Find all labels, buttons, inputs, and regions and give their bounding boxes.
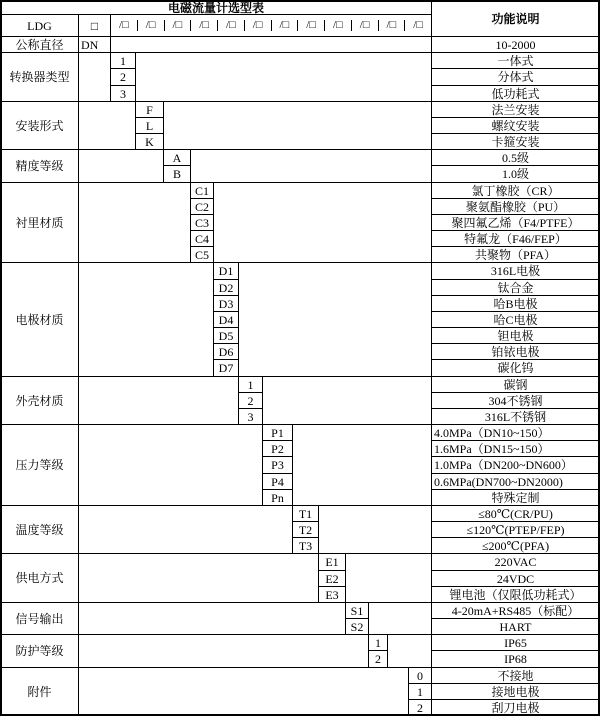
code-cell-electrode-material-D3: D3 [213, 295, 239, 312]
desc-cell-electrode-material-1: 钛合金 [431, 279, 600, 296]
code-cell-pressure-rating-P2: P2 [262, 440, 293, 457]
code-cell-signal-output-S2: S2 [345, 618, 369, 635]
code-cell-accuracy-grade-A: A [163, 149, 191, 166]
model-prefix: LDG [0, 14, 79, 37]
empty-cell [368, 602, 432, 635]
empty-cell [78, 262, 214, 377]
desc-cell-pressure-rating-2: 1.0MPa（DN200~DN600） [431, 456, 600, 474]
empty-cell [78, 182, 191, 263]
empty-cell [135, 52, 432, 102]
code-cell-lining-material-C5: C5 [190, 246, 214, 263]
model-code-box: □ [78, 14, 111, 37]
code-cell-electrode-material-D4: D4 [213, 311, 239, 328]
desc-cell-signal-output-0: 4-20mA+RS485（标配） [431, 602, 600, 619]
empty-cell [190, 149, 432, 183]
desc-cell-accessories-0: 不接地 [431, 667, 600, 684]
category-label-electrode-material: 电极材质 [0, 262, 79, 377]
desc-cell-electrode-material-3: 哈C电极 [431, 311, 600, 328]
desc-cell-mounting-type-2: 卡箍安装 [431, 133, 600, 150]
code-cell-housing-material-3: 3 [238, 408, 263, 425]
empty-cell [387, 634, 432, 668]
desc-cell-lining-material-4: 共聚物（PFA） [431, 246, 600, 263]
model-slot-row [110, 14, 432, 37]
model-slot-box: /□ [352, 20, 379, 31]
code-cell-electrode-material-D7: D7 [213, 359, 239, 377]
desc-cell-converter-type-1: 分体式 [431, 68, 600, 86]
model-slot-box: /□ [298, 20, 325, 31]
code-cell-temperature-rating-T2: T2 [292, 521, 319, 538]
code-cell-pressure-rating-P3: P3 [262, 456, 293, 474]
desc-cell-housing-material-2: 316L不锈钢 [431, 408, 600, 425]
code-cell-temperature-rating-T3: T3 [292, 537, 319, 554]
empty-cell [78, 424, 263, 506]
code-cell-converter-type-2: 2 [110, 68, 136, 86]
desc-cell-pressure-rating-4: 特殊定制 [431, 489, 600, 506]
code-cell-pressure-rating-P1: P1 [262, 424, 293, 441]
desc-cell-signal-output-1: HART [431, 618, 600, 635]
code-cell-temperature-rating-T1: T1 [292, 505, 319, 522]
empty-cell [262, 376, 432, 425]
empty-cell [78, 602, 346, 635]
desc-cell-converter-type-0: 一体式 [431, 52, 600, 69]
desc-cell-lining-material-2: 聚四氟乙烯（F4/PTFE） [431, 214, 600, 231]
empty-cell [213, 182, 432, 263]
code-cell-lining-material-C1: C1 [190, 182, 214, 199]
category-label-accessories: 附件 [0, 667, 79, 716]
category-label-converter-type: 转换器类型 [0, 52, 79, 102]
category-label-pressure-rating: 压力等级 [0, 424, 79, 506]
empty-cell [78, 149, 164, 183]
category-label-lining-material: 衬里材质 [0, 182, 79, 263]
model-slot-box: /□ [111, 20, 138, 31]
model-slot-box: /□ [218, 20, 245, 31]
desc-cell-lining-material-0: 氯丁橡胶（CR） [431, 182, 600, 199]
desc-cell-electrode-material-4: 钽电极 [431, 327, 600, 344]
category-label-housing-material: 外壳材质 [0, 376, 79, 425]
code-cell-lining-material-C3: C3 [190, 214, 214, 231]
desc-cell-housing-material-0: 碳钢 [431, 376, 600, 393]
category-label-nominal-diameter: 公称直径 [0, 36, 79, 53]
category-label-signal-output: 信号输出 [0, 602, 79, 635]
empty-cell [163, 101, 432, 150]
code-cell-electrode-material-D1: D1 [213, 262, 239, 280]
category-label-accuracy-grade: 精度等级 [0, 149, 79, 183]
desc-cell-electrode-material-2: 哈B电极 [431, 295, 600, 312]
category-label-temperature-rating: 温度等级 [0, 505, 79, 554]
code-cell-power-supply-E1: E1 [318, 553, 346, 571]
desc-cell-accessories-1: 接地电极 [431, 683, 600, 700]
code-cell-accessories-0: 0 [408, 667, 432, 684]
model-slot-box: /□ [245, 20, 272, 31]
empty-cell [78, 634, 369, 668]
desc-cell-power-supply-2: 锂电池（仅限低功耗式） [431, 586, 600, 603]
empty-cell [292, 424, 432, 506]
empty-cell [78, 667, 409, 716]
desc-cell-electrode-material-0: 316L电极 [431, 262, 600, 280]
code-cell-electrode-material-D6: D6 [213, 343, 239, 360]
desc-cell-electrode-material-6: 碳化钨 [431, 359, 600, 377]
desc-cell-pressure-rating-0: 4.0MPa（DN10~150） [431, 424, 600, 441]
desc-cell-pressure-rating-1: 1.6MPa（DN15~150） [431, 440, 600, 457]
code-cell-accessories-1: 1 [408, 683, 432, 700]
desc-cell-protection-rating-0: IP65 [431, 634, 600, 651]
model-slot-box: /□ [191, 20, 218, 31]
code-cell-protection-rating-1: 1 [368, 634, 388, 651]
code-cell-mounting-type-F: F [135, 101, 164, 118]
desc-cell-mounting-type-0: 法兰安装 [431, 101, 600, 118]
model-slot-box: /□ [325, 20, 352, 31]
empty-cell [110, 36, 432, 53]
empty-cell [78, 505, 293, 554]
desc-cell-temperature-rating-1: ≤120℃(PTEP/FEP) [431, 521, 600, 538]
code-cell-housing-material-1: 1 [238, 376, 263, 393]
desc-cell-pressure-rating-3: 0.6MPa(DN700~DN2000) [431, 473, 600, 490]
desc-cell-accuracy-grade-0: 0.5级 [431, 149, 600, 166]
empty-cell [78, 52, 111, 102]
empty-cell [238, 262, 432, 377]
desc-cell-power-supply-0: 220VAC [431, 553, 600, 571]
code-cell-lining-material-C4: C4 [190, 230, 214, 247]
model-slot-box: /□ [138, 20, 165, 31]
model-slot-box: /□ [379, 20, 406, 31]
model-slot-box: /□ [165, 20, 192, 31]
code-cell-converter-type-3: 3 [110, 85, 136, 102]
code-cell-accessories-2: 2 [408, 699, 432, 716]
code-cell-mounting-type-K: K [135, 133, 164, 150]
code-cell-electrode-material-D2: D2 [213, 279, 239, 296]
category-label-power-supply: 供电方式 [0, 553, 79, 603]
code-cell-accuracy-grade-B: B [163, 165, 191, 183]
code-cell-signal-output-S1: S1 [345, 602, 369, 619]
desc-cell-protection-rating-1: IP68 [431, 650, 600, 668]
desc-cell-lining-material-1: 聚氨酯橡胶（PU） [431, 198, 600, 215]
desc-cell-power-supply-1: 24VDC [431, 570, 600, 587]
code-cell-protection-rating-2: 2 [368, 650, 388, 668]
desc-cell-converter-type-2: 低功耗式 [431, 85, 600, 102]
empty-cell [318, 505, 432, 554]
code-cell-housing-material-2: 2 [238, 392, 263, 409]
empty-cell [345, 553, 432, 603]
code-cell-mounting-type-L: L [135, 117, 164, 134]
desc-cell-temperature-rating-2: ≤200℃(PFA) [431, 537, 600, 554]
model-slot-box: /□ [272, 20, 299, 31]
empty-cell [78, 553, 319, 603]
category-label-protection-rating: 防护等级 [0, 634, 79, 668]
desc-cell-accessories-2: 刮刀电极 [431, 699, 600, 716]
empty-cell [78, 376, 239, 425]
function-column-header: 功能说明 [431, 0, 600, 37]
code-cell-pressure-rating-Pn: Pn [262, 489, 293, 506]
code-cell-lining-material-C2: C2 [190, 198, 214, 215]
model-slot-box: /□ [413, 20, 423, 31]
code-cell-pressure-rating-P4: P4 [262, 473, 293, 490]
table-title: 电磁流量计选型表 [0, 0, 432, 15]
desc-cell-nominal-diameter-0: 10-2000 [431, 36, 600, 53]
desc-cell-housing-material-1: 304不锈钢 [431, 392, 600, 409]
desc-cell-temperature-rating-0: ≤80℃(CR/PU) [431, 505, 600, 522]
desc-cell-mounting-type-1: 螺纹安装 [431, 117, 600, 134]
desc-cell-electrode-material-5: 铂铱电极 [431, 343, 600, 360]
desc-cell-accuracy-grade-1: 1.0级 [431, 165, 600, 183]
category-label-mounting-type: 安装形式 [0, 101, 79, 150]
code-cell-power-supply-E2: E2 [318, 570, 346, 587]
code-cell-nominal-diameter: DN [78, 36, 111, 53]
code-cell-electrode-material-D5: D5 [213, 327, 239, 344]
code-cell-power-supply-E3: E3 [318, 586, 346, 603]
code-cell-converter-type-1: 1 [110, 52, 136, 69]
desc-cell-lining-material-3: 特氟龙（F46/FEP） [431, 230, 600, 247]
empty-cell [78, 101, 136, 150]
